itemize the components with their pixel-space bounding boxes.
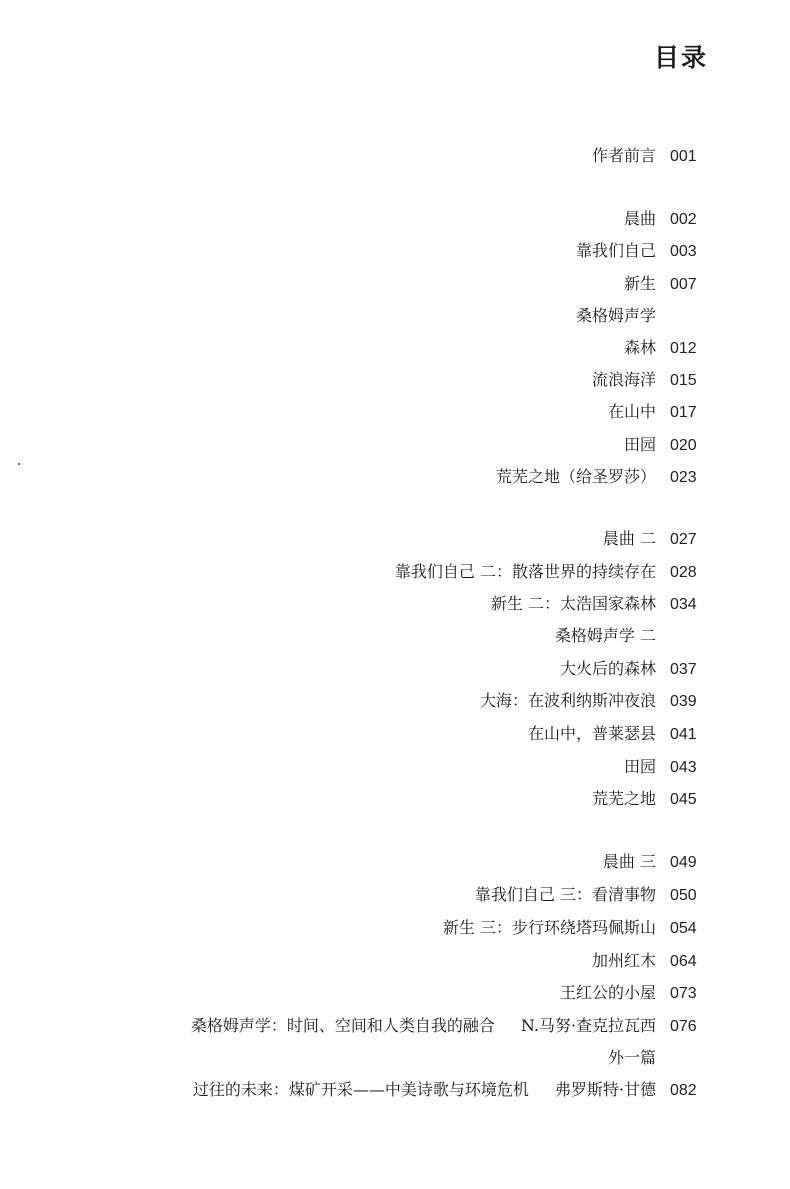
toc-entry [395, 559, 706, 585]
toc-section-heading [555, 623, 706, 649]
toc-entry-page: 007 [670, 276, 697, 293]
toc-entry-page: 023 [670, 469, 697, 486]
toc-entry-author: 弗罗斯特·甘德 [554, 1080, 656, 1099]
toc-entry-label: 流浪海洋 [591, 370, 656, 389]
toc-entry [592, 367, 706, 393]
toc-entry [576, 238, 706, 264]
toc-entry-page: 054 [670, 920, 697, 937]
toc-entry-label: 大海：在波利纳斯冲夜浪 [479, 691, 656, 710]
toc-entry-label: 田园 [623, 757, 656, 776]
toc-entry-label: 晨曲 二 [602, 529, 656, 548]
toc-section-heading [576, 303, 706, 329]
toc-entry-label: 靠我们自己 二：散落世界的持续存在 [394, 562, 656, 581]
toc-entry [443, 915, 706, 941]
toc-entry-page: 001 [670, 148, 697, 165]
toc-entry [560, 656, 706, 682]
toc-entry-label: 作者前言 [591, 146, 656, 165]
toc-entry [608, 399, 706, 425]
toc-entry [624, 754, 706, 780]
toc-entry-label: 新生 三：步行环绕塔玛佩斯山 [442, 918, 656, 937]
toc-entry-page: 043 [670, 759, 697, 776]
toc-entry-page: 050 [670, 887, 697, 904]
toc-entry [496, 464, 706, 490]
toc-entry-label: 晨曲 三 [602, 852, 656, 871]
toc-entry-page: 076 [670, 1018, 697, 1035]
toc-entry-label: 在山中 [607, 402, 656, 421]
toc-entry-author: N.马努·查克拉瓦西 [520, 1016, 656, 1035]
toc-entry-page: 049 [670, 854, 697, 871]
toc-section-heading [608, 1045, 706, 1071]
toc-entry-page: 020 [670, 437, 697, 454]
toc-entry-page: 037 [670, 661, 697, 678]
toc-entry-page: 002 [670, 211, 697, 228]
toc-entry-label: 晨曲 [623, 209, 656, 228]
toc-entry [624, 335, 706, 361]
toc-entry-page: 003 [670, 243, 697, 260]
toc-entry-label: 靠我们自己 [575, 241, 656, 260]
toc-entry [603, 849, 706, 875]
toc-entry-label: 田园 [623, 435, 656, 454]
toc-entry-label: 加州红木 [591, 951, 656, 970]
toc-entry-page: 012 [670, 340, 697, 357]
toc-entry-page: 027 [670, 531, 697, 548]
toc-entry-page: 017 [670, 404, 697, 421]
toc-entry-label: 外一篇 [607, 1048, 656, 1067]
toc-entry-page: 039 [670, 693, 697, 710]
toc-entry [193, 1077, 706, 1103]
toc-entry [480, 688, 706, 714]
toc-entry [475, 882, 706, 908]
toc-entry [603, 526, 706, 552]
toc-entry-page: 064 [670, 953, 697, 970]
toc-entry [191, 1013, 706, 1039]
toc-entry [592, 786, 706, 812]
toc-entry-page: 028 [670, 564, 697, 581]
toc-entry-label: 过往的未来：煤矿开采——中美诗歌与环境危机 [192, 1080, 529, 1099]
toc-entry-label: 大火后的森林 [559, 659, 656, 678]
toc-entry [624, 271, 706, 297]
toc-entry-page: 034 [670, 596, 697, 613]
toc-entry-label: 在山中，普莱瑟县 [527, 724, 656, 743]
toc-entry-label: 森林 [623, 338, 656, 357]
toc-entry-page: 041 [670, 726, 697, 743]
toc-entry-page: 045 [670, 791, 697, 808]
toc-entry-page: 073 [670, 985, 697, 1002]
toc-entry [528, 721, 706, 747]
toc-entry [560, 980, 706, 1006]
toc-entry-label: 桑格姆声学 二 [554, 626, 656, 645]
toc-entry-label: 桑格姆声学 [575, 306, 656, 325]
toc-entry [491, 591, 706, 617]
toc-entry-label: 靠我们自己 三：看清事物 [474, 885, 656, 904]
toc-entry-page: 082 [670, 1082, 697, 1099]
toc-entry [592, 143, 706, 169]
toc-entry-label: 荒芜之地（给圣罗莎） [495, 467, 656, 486]
toc-entry [624, 432, 706, 458]
toc-entry [624, 206, 706, 232]
page-title: 目录 [653, 43, 708, 72]
toc-entry-page: 015 [670, 372, 697, 389]
toc-entry-label: 新生 [623, 274, 656, 293]
toc-entry-label: 王红公的小屋 [559, 983, 656, 1002]
toc-entry-label: 荒芜之地 [591, 789, 656, 808]
toc-entry [592, 948, 706, 974]
toc-entry-label: 桑格姆声学：时间、空间和人类自我的融合 [190, 1016, 495, 1035]
toc-entry-label: 新生 二：太浩国家森林 [490, 594, 656, 613]
